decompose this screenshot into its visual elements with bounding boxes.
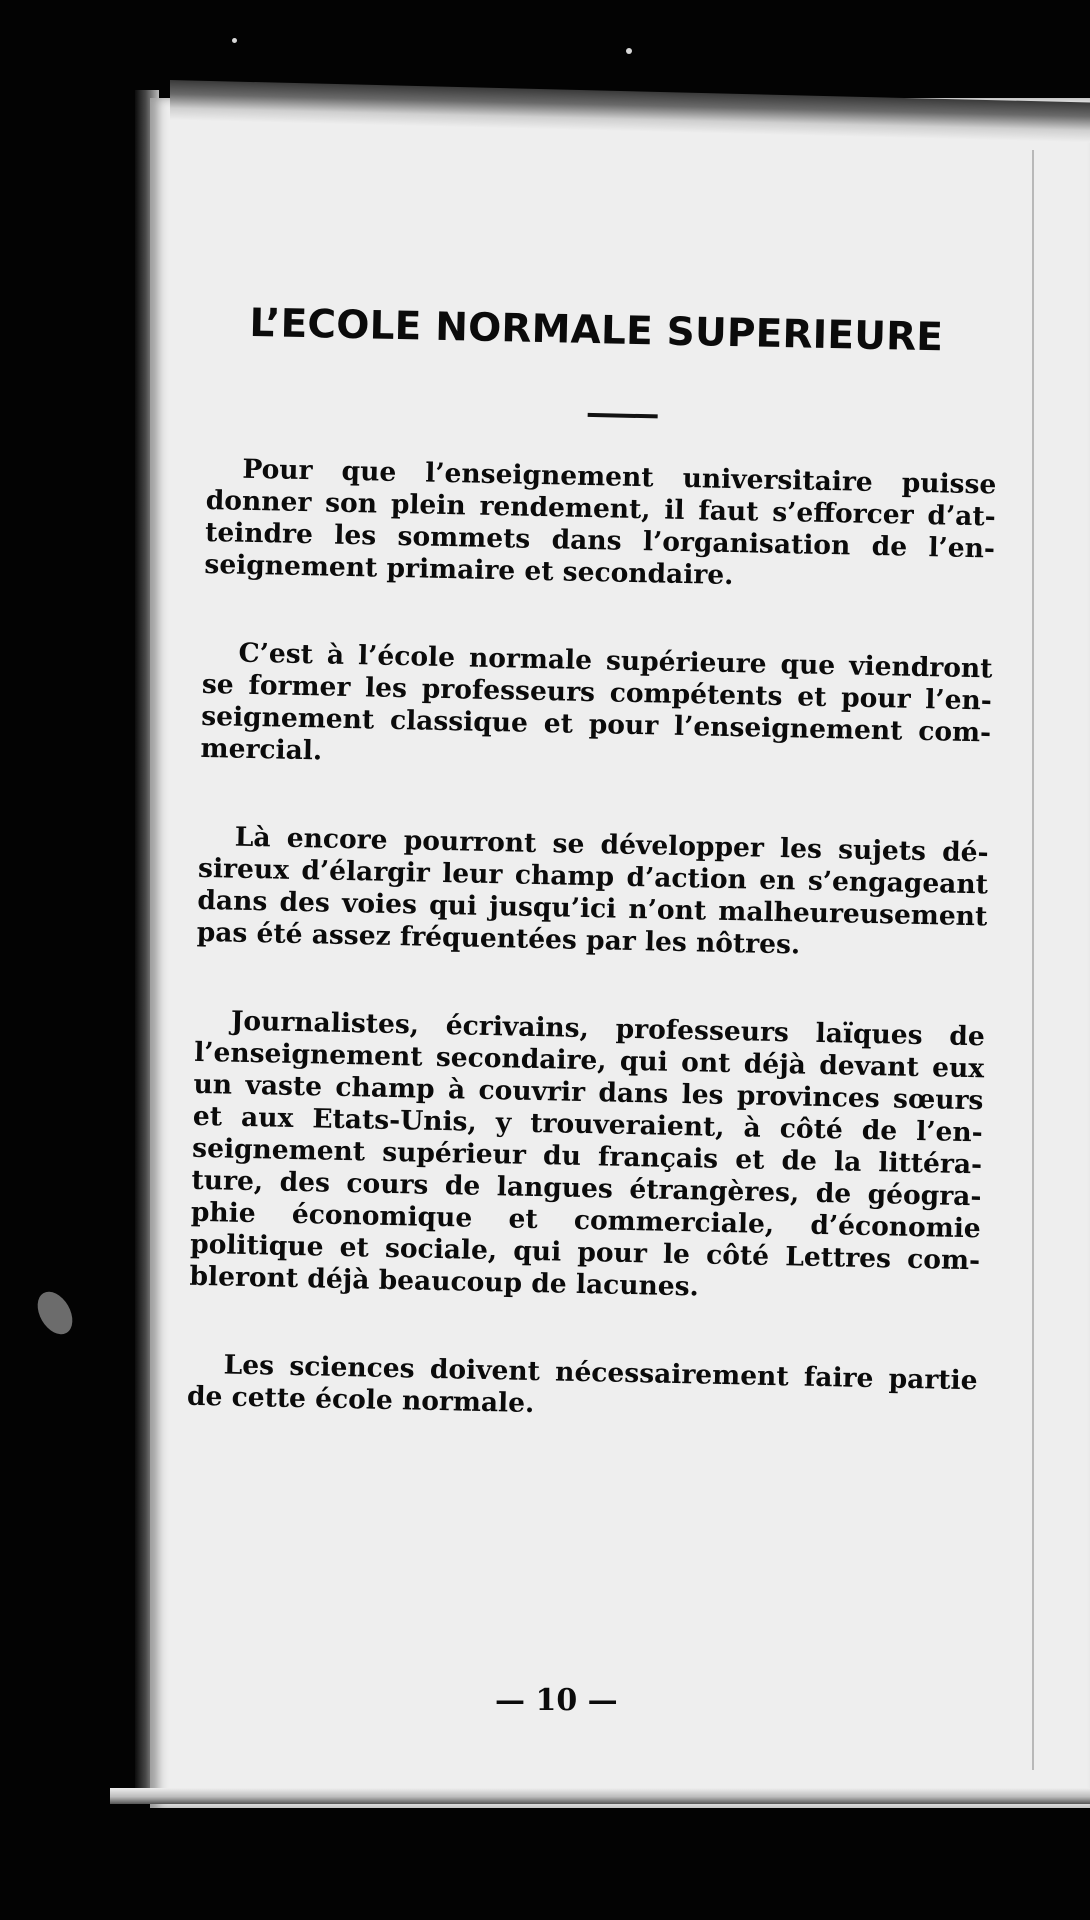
paragraph-3: Là encore pourront se développer les sujets désireux d’élargir leur champ d’action en s’engageant dans des voies qui jusqu’ici n’ont malheureusement pas été assez fréquentées par les nôtres. xyxy=(196,821,989,961)
paragraph-4: Journalistes, écrivains, professeurs laïques de l’enseignement secondaire, qui ont déjà devant eux un vaste champ à couvrir dans les provinces sœurs et aux Etats-Unis, y trouveraient, à côté de l’enseignement supérieur du français et de la littérature, des cours de langues étrangères, de géographie économique et commerciale, d’économie politique et sociale, qui pour le côté Lettres combleront déjà beaucoup de lacunes. xyxy=(189,1005,986,1303)
page-number: — 10 — xyxy=(495,1683,618,1718)
page-content xyxy=(187,300,1000,1429)
dust-speck xyxy=(232,38,237,43)
title-rule xyxy=(588,413,658,418)
dust-speck xyxy=(626,48,632,54)
page-title: L’ECOLE NORMALE SUPERIEURE xyxy=(249,300,944,361)
paragraph-1: Pour que l’enseignement universitaire puisse donner son plein rendement, il faut s’efforcer d’atteindre les sommets dans l’organisation de l’enseignement primaire et secondaire. xyxy=(204,453,997,592)
paragraph-2: C’est à l’école normale supérieure que viendront se former les professeurs compétents et pour l’enseignement classique et pour l’enseignement commercial. xyxy=(200,637,993,767)
page-right-fold xyxy=(1032,150,1034,1770)
page-bottom-edge xyxy=(110,1788,1090,1804)
paragraph-5: Les sciences doivent nécessairement faire partie de cette école normale. xyxy=(186,1349,978,1420)
